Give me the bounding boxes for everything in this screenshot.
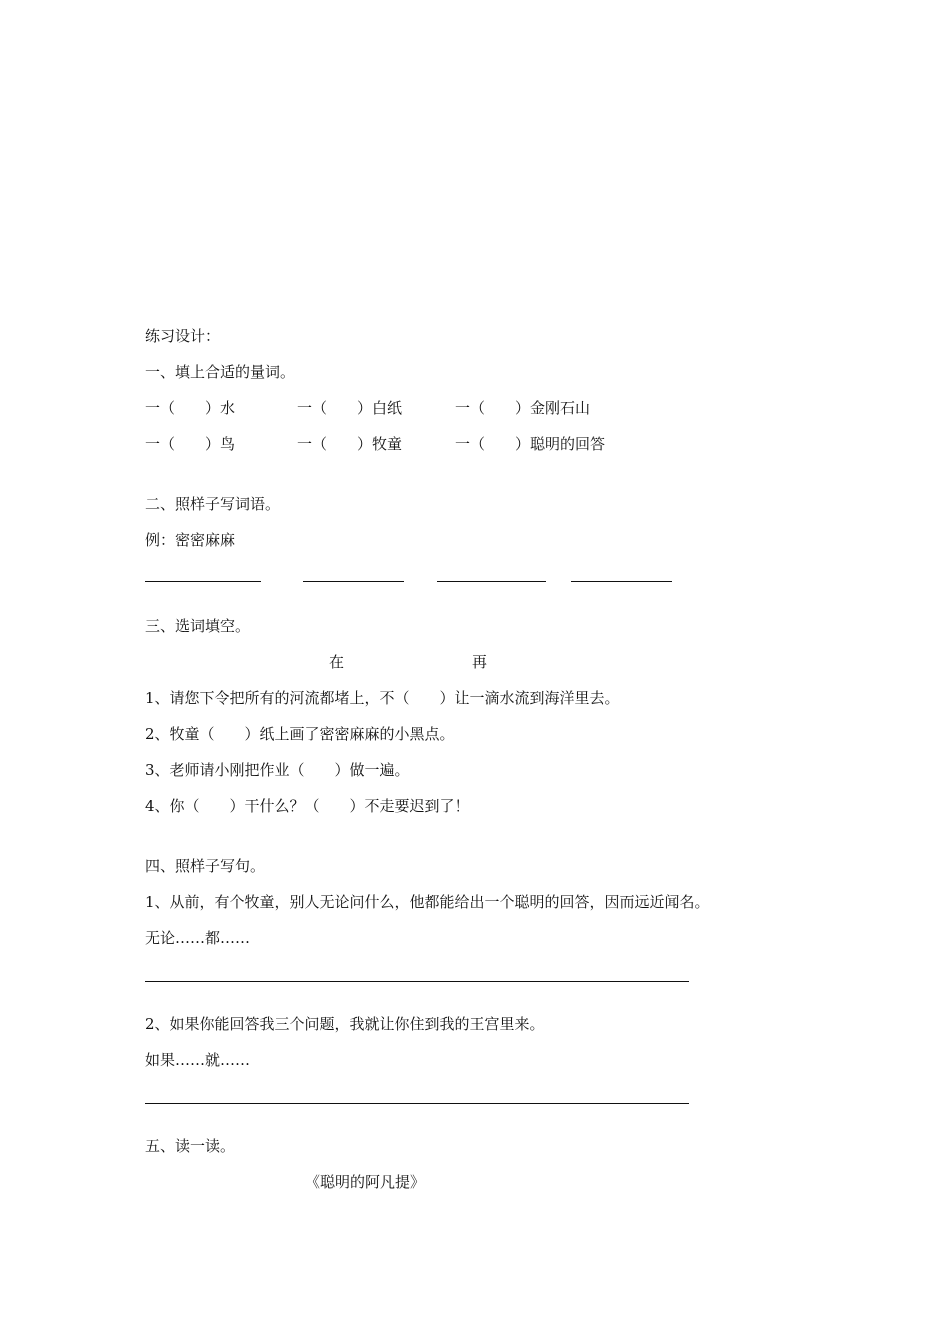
- sentence-pattern: 如果……就……: [145, 1051, 251, 1069]
- fill-question: 2、牧童（ ）纸上画了密密麻麻的小黑点。: [145, 725, 455, 743]
- measure-word-item: 一（ ）聪明的回答: [455, 435, 606, 453]
- section-3-heading: 三、选词填空。: [145, 617, 251, 635]
- answer-line[interactable]: [145, 1103, 689, 1104]
- section-2-heading: 二、照样子写词语。: [145, 495, 281, 513]
- sentence-example: 1、从前，有个牧童，别人无论问什么，他都能给出一个聪明的回答，因而远近闻名。: [145, 893, 710, 911]
- answer-blank-line[interactable]: [145, 581, 261, 582]
- word-choice: 在: [329, 653, 345, 671]
- sentence-pattern: 无论……都……: [145, 929, 251, 947]
- word-example: 例：密密麻麻: [145, 531, 236, 549]
- page-title: 练习设计：: [145, 327, 221, 345]
- answer-blank-line[interactable]: [437, 581, 546, 582]
- section-5-heading: 五、读一读。: [145, 1137, 236, 1155]
- measure-word-item: 一（ ）鸟: [145, 435, 236, 453]
- measure-word-item: 一（ ）水: [145, 399, 236, 417]
- measure-word-item: 一（ ）白纸: [297, 399, 403, 417]
- section-4-heading: 四、照样子写句。: [145, 857, 266, 875]
- answer-line[interactable]: [145, 981, 689, 982]
- measure-word-item: 一（ ）牧童: [297, 435, 403, 453]
- answer-blank-line[interactable]: [571, 581, 672, 582]
- sentence-example: 2、如果你能回答我三个问题，我就让你住到我的王宫里来。: [145, 1015, 545, 1033]
- fill-question: 4、你（ ）干什么？（ ）不走要迟到了！: [145, 797, 470, 815]
- answer-blank-line[interactable]: [303, 581, 404, 582]
- fill-question: 3、老师请小刚把作业（ ）做一遍。: [145, 761, 410, 779]
- section-1-heading: 一、填上合适的量词。: [145, 363, 296, 381]
- story-title: 《聪明的阿凡提》: [305, 1173, 426, 1191]
- measure-word-item: 一（ ）金刚石山: [455, 399, 591, 417]
- fill-question: 1、请您下令把所有的河流都堵上，不（ ）让一滴水流到海洋里去。: [145, 689, 620, 707]
- word-choice: 再: [472, 653, 488, 671]
